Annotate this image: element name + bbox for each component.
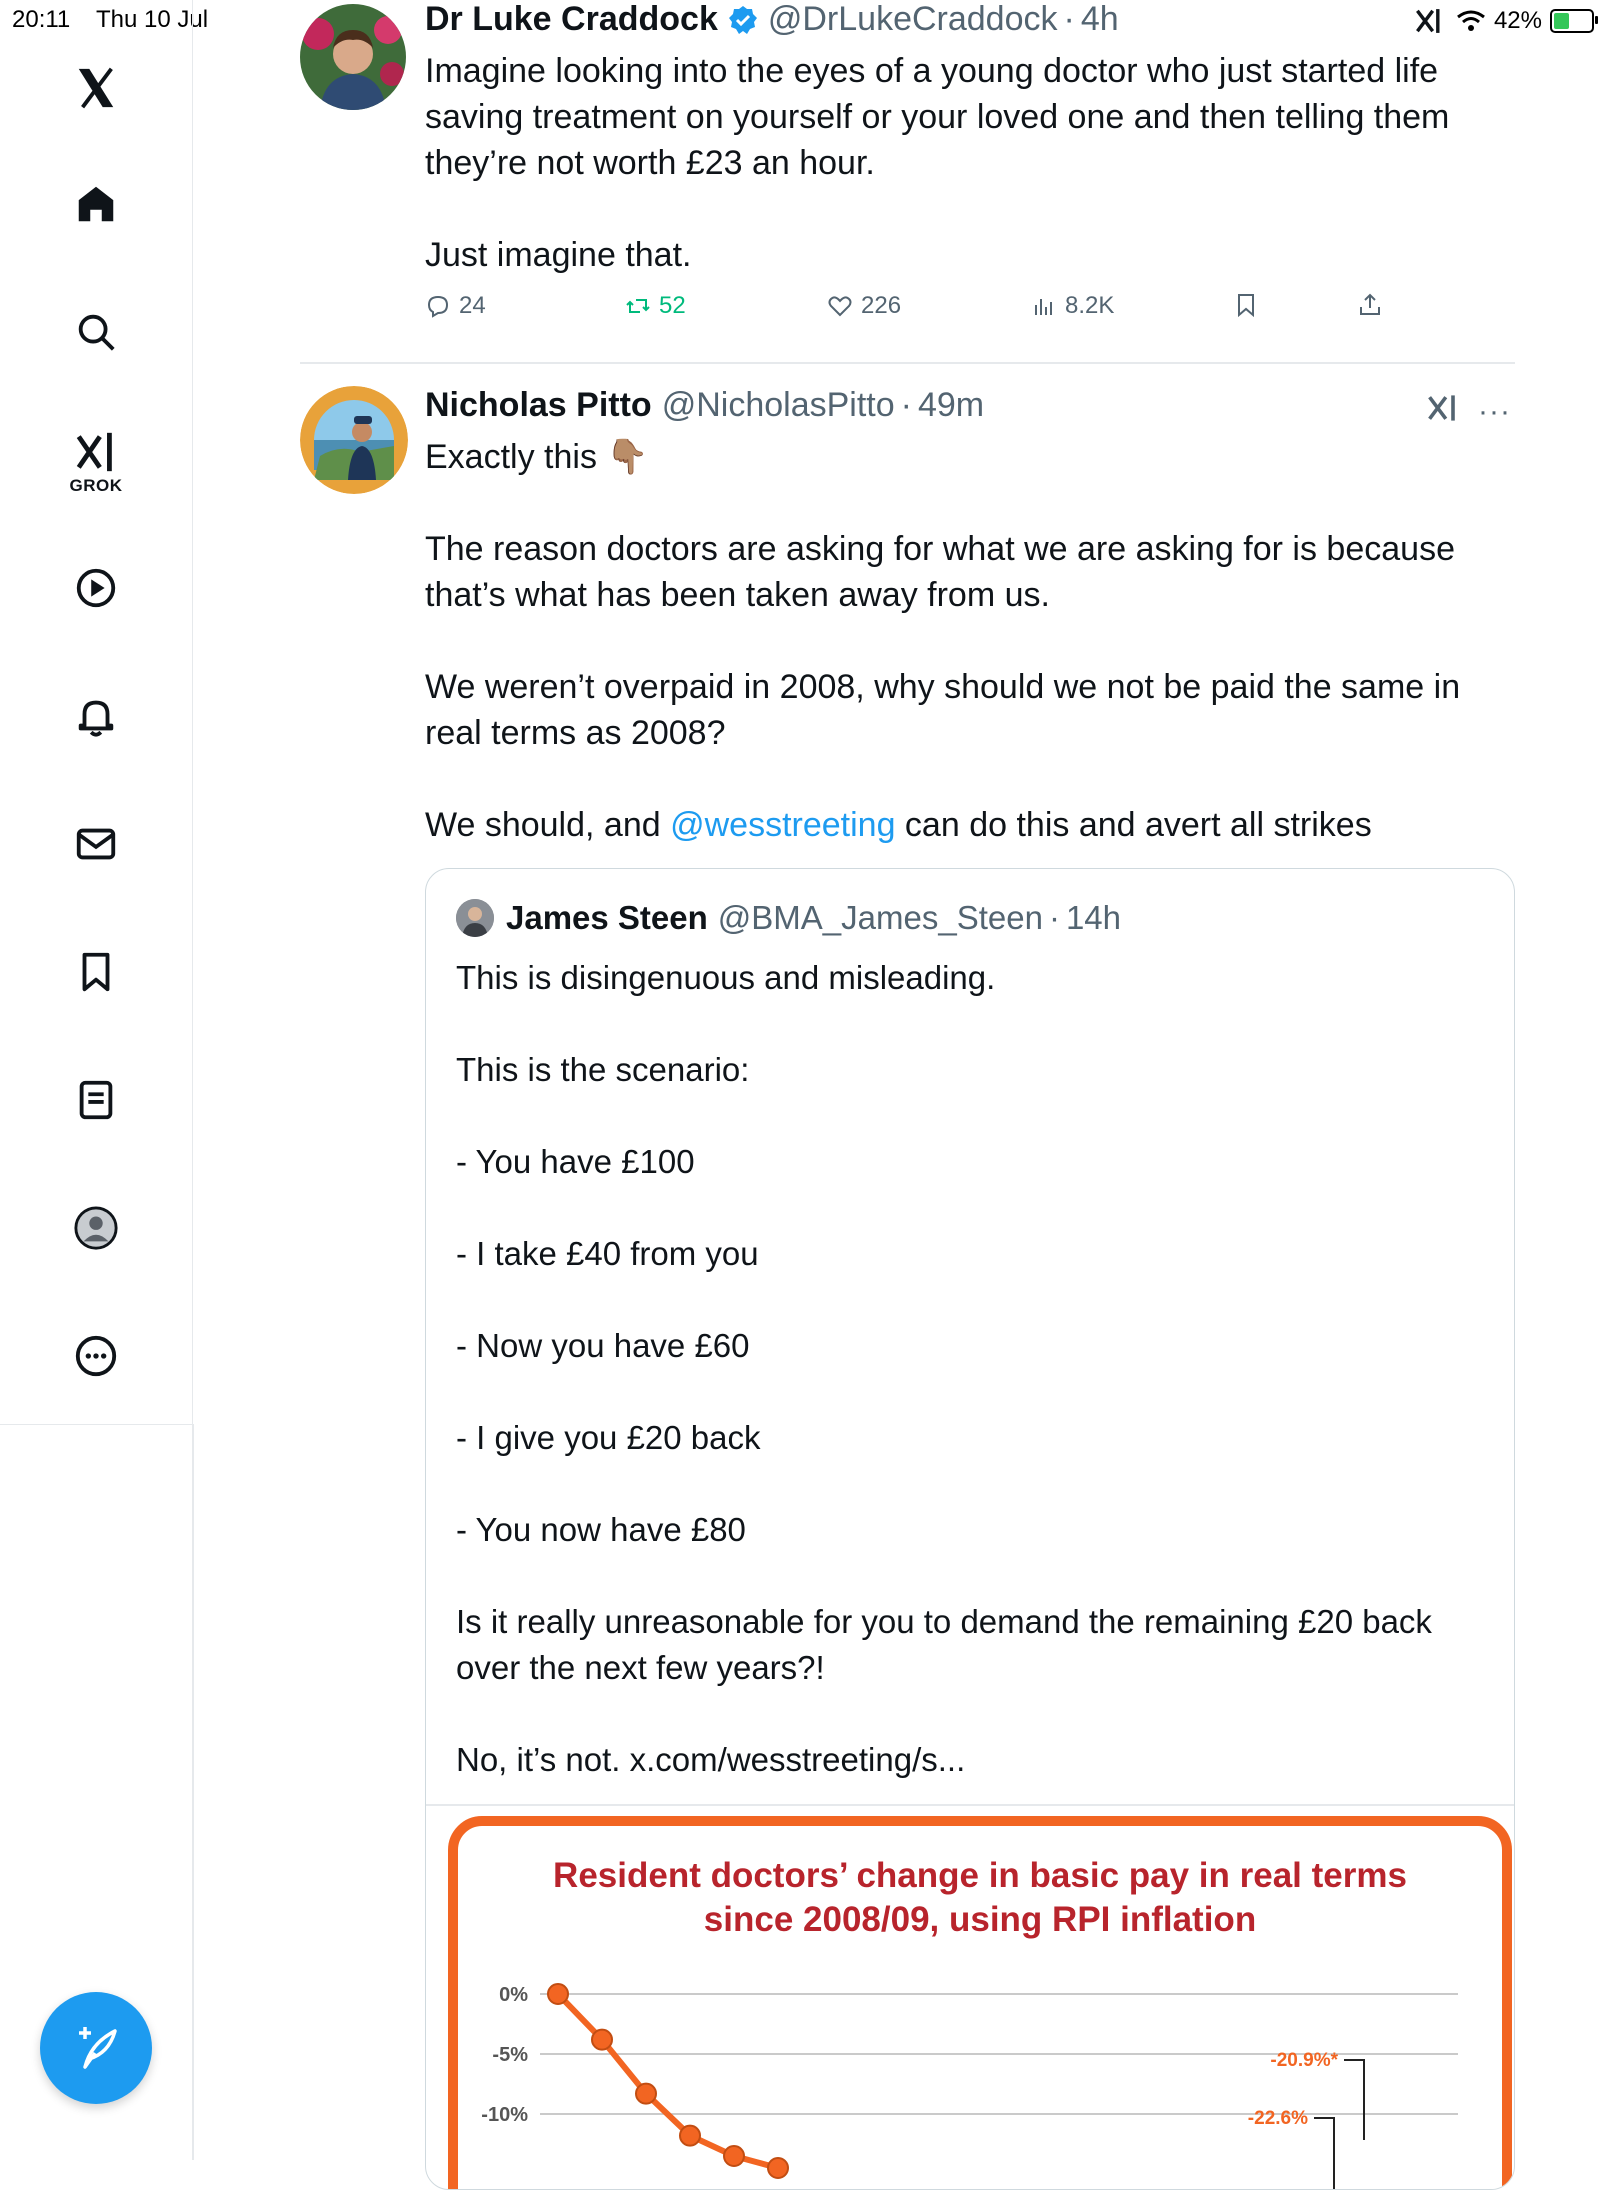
tweet-more-button[interactable]: ··· xyxy=(1478,395,1511,428)
tweet2-paragraph: The reason doctors are asking for what we are asking for is because that’s what has been taken away from us. xyxy=(425,530,1455,614)
avatar-james[interactable] xyxy=(456,899,494,937)
quote-author-name[interactable]: James Steen xyxy=(506,899,708,936)
chart-data-point xyxy=(592,2030,612,2050)
more-icon[interactable] xyxy=(72,1332,120,1380)
tweet2-handle[interactable]: @NicholasPitto xyxy=(661,386,895,424)
chart-data-point xyxy=(636,2084,656,2104)
quote-handle[interactable]: @BMA_James_Steen xyxy=(717,899,1043,936)
separator-dot: · xyxy=(900,386,912,424)
compose-icon xyxy=(71,2023,121,2073)
quote-paragraph: This is disingenuous and misleading. xyxy=(456,959,996,996)
tweet1-handle[interactable]: @DrLukeCraddock xyxy=(767,0,1058,38)
status-time: 20:11 xyxy=(12,6,71,33)
search-icon[interactable] xyxy=(72,308,120,356)
chart-series-line xyxy=(558,1994,778,2168)
chart-annotation-label: -22.6% xyxy=(1247,2108,1308,2129)
reply-icon xyxy=(425,293,451,319)
messages-icon[interactable] xyxy=(72,820,120,868)
quote-body xyxy=(456,955,1486,1783)
quote-media-divider xyxy=(426,1804,1514,1806)
grok-explain-icon[interactable] xyxy=(1426,390,1462,426)
tweet2-paragraph xyxy=(425,802,1505,848)
sidebar-divider xyxy=(192,1424,194,2160)
share-icon xyxy=(1357,292,1383,318)
quote-paragraph: This is the scenario: xyxy=(456,1051,750,1088)
status-indicators xyxy=(1414,4,1594,38)
tweet-divider xyxy=(300,362,1515,364)
sidebar xyxy=(0,0,193,1425)
tweet2-paragraph: We weren’t overpaid in 2008, why should we not be paid the same in real terms as 2008? xyxy=(425,668,1461,752)
avatar-nicholas[interactable] xyxy=(300,386,408,494)
views-count: 8.2K xyxy=(1065,292,1115,319)
tweet1-actions xyxy=(425,292,1505,332)
quote-time[interactable]: 14h xyxy=(1065,899,1122,936)
tweet2-author-name[interactable]: Nicholas Pitto xyxy=(425,386,652,424)
views-button[interactable] xyxy=(1031,292,1114,320)
heart-icon xyxy=(827,293,853,319)
separator-dot: · xyxy=(1048,899,1060,936)
wifi-icon xyxy=(1456,9,1486,33)
xai-small-icon xyxy=(1414,4,1448,38)
quote-paragraph: - I take £40 from you xyxy=(456,1235,759,1272)
tweet1-author-name[interactable]: Dr Luke Craddock xyxy=(425,0,718,38)
battery-icon xyxy=(1550,9,1594,33)
bookmark-icon xyxy=(1233,292,1259,318)
separator-dot: · xyxy=(1063,0,1075,38)
x-logo-icon[interactable] xyxy=(72,64,120,112)
verified-badge-icon xyxy=(728,5,758,35)
quoted-tweet-card[interactable] xyxy=(425,868,1515,2190)
profile-icon[interactable] xyxy=(72,1204,120,1252)
tweet2-body xyxy=(425,434,1505,848)
chart-data-point xyxy=(548,1984,568,2004)
tweet2-line1: Exactly this 👇🏽 xyxy=(425,438,649,476)
tweet1-paragraph: Imagine looking into the eyes of a young doctor who just started life saving treatment on yourself or your loved one and then telling them they’re not worth £23 an hour. xyxy=(425,52,1450,182)
quote-paragraph: No, it’s not. x.com/wesstreeting/s... xyxy=(456,1741,966,1778)
quote-paragraph: - Now you have £60 xyxy=(456,1327,750,1364)
lists-icon[interactable] xyxy=(72,1076,120,1124)
bookmarks-icon[interactable] xyxy=(72,948,120,996)
home-icon[interactable] xyxy=(72,180,120,228)
chart-image[interactable] xyxy=(448,1816,1512,2190)
tweet1-paragraph: Just imagine that. xyxy=(425,236,692,274)
quote-paragraph: Is it really unreasonable for you to demand the remaining £20 back over the next few years?! xyxy=(456,1603,1432,1686)
battery-percent: 42% xyxy=(1493,7,1542,34)
chart-data-point xyxy=(724,2146,744,2166)
chart-y-tick-label: 0% xyxy=(499,1984,528,2006)
bookmark-button[interactable] xyxy=(1233,292,1259,318)
tweet2-text-segment: can do this and avert all strikes xyxy=(895,806,1372,844)
views-icon xyxy=(1031,293,1057,319)
like-button[interactable] xyxy=(827,292,901,320)
notifications-icon[interactable] xyxy=(72,692,120,740)
quote-paragraph: - You have £100 xyxy=(456,1143,695,1180)
share-button[interactable] xyxy=(1357,292,1383,318)
tweet1-time[interactable]: 4h xyxy=(1080,0,1119,38)
chart-annotation-bracket xyxy=(1344,2060,1364,2140)
status-date: Thu 10 Jul xyxy=(96,6,209,33)
tweet1-body xyxy=(425,48,1505,278)
grok-label: GROK xyxy=(69,476,123,495)
repost-icon xyxy=(625,293,651,319)
chart-y-tick-label: -10% xyxy=(481,2104,528,2126)
chart-plot xyxy=(458,1826,1482,2190)
like-count: 226 xyxy=(861,292,902,319)
repost-button[interactable] xyxy=(625,292,686,320)
tweet2-time[interactable]: 49m xyxy=(917,386,985,424)
quote-paragraph: - I give you £20 back xyxy=(456,1419,761,1456)
repost-count: 52 xyxy=(659,292,686,319)
chart-data-point xyxy=(768,2158,788,2178)
chart-data-point xyxy=(680,2126,700,2146)
chart-title-line: since 2008/09, using RPI inflation xyxy=(703,1900,1257,1939)
tweet2-text-segment: We should, and xyxy=(425,806,671,844)
avatar-luke[interactable] xyxy=(300,4,406,110)
chart-annotation-label: -20.9%* xyxy=(1270,2050,1338,2071)
reply-count: 24 xyxy=(459,292,486,319)
reply-button[interactable] xyxy=(425,292,486,320)
compose-button[interactable] xyxy=(40,1992,152,2104)
chart-annotation-bracket xyxy=(1314,2118,1334,2190)
video-icon[interactable] xyxy=(72,564,120,612)
chart-title-line: Resident doctors’ change in basic pay in real terms xyxy=(553,1856,1407,1895)
grok-icon[interactable] xyxy=(72,428,120,476)
quote-paragraph: - You now have £80 xyxy=(456,1511,746,1548)
mention-link[interactable]: @wesstreeting xyxy=(670,806,896,844)
chart-y-tick-label: -5% xyxy=(492,2044,528,2066)
